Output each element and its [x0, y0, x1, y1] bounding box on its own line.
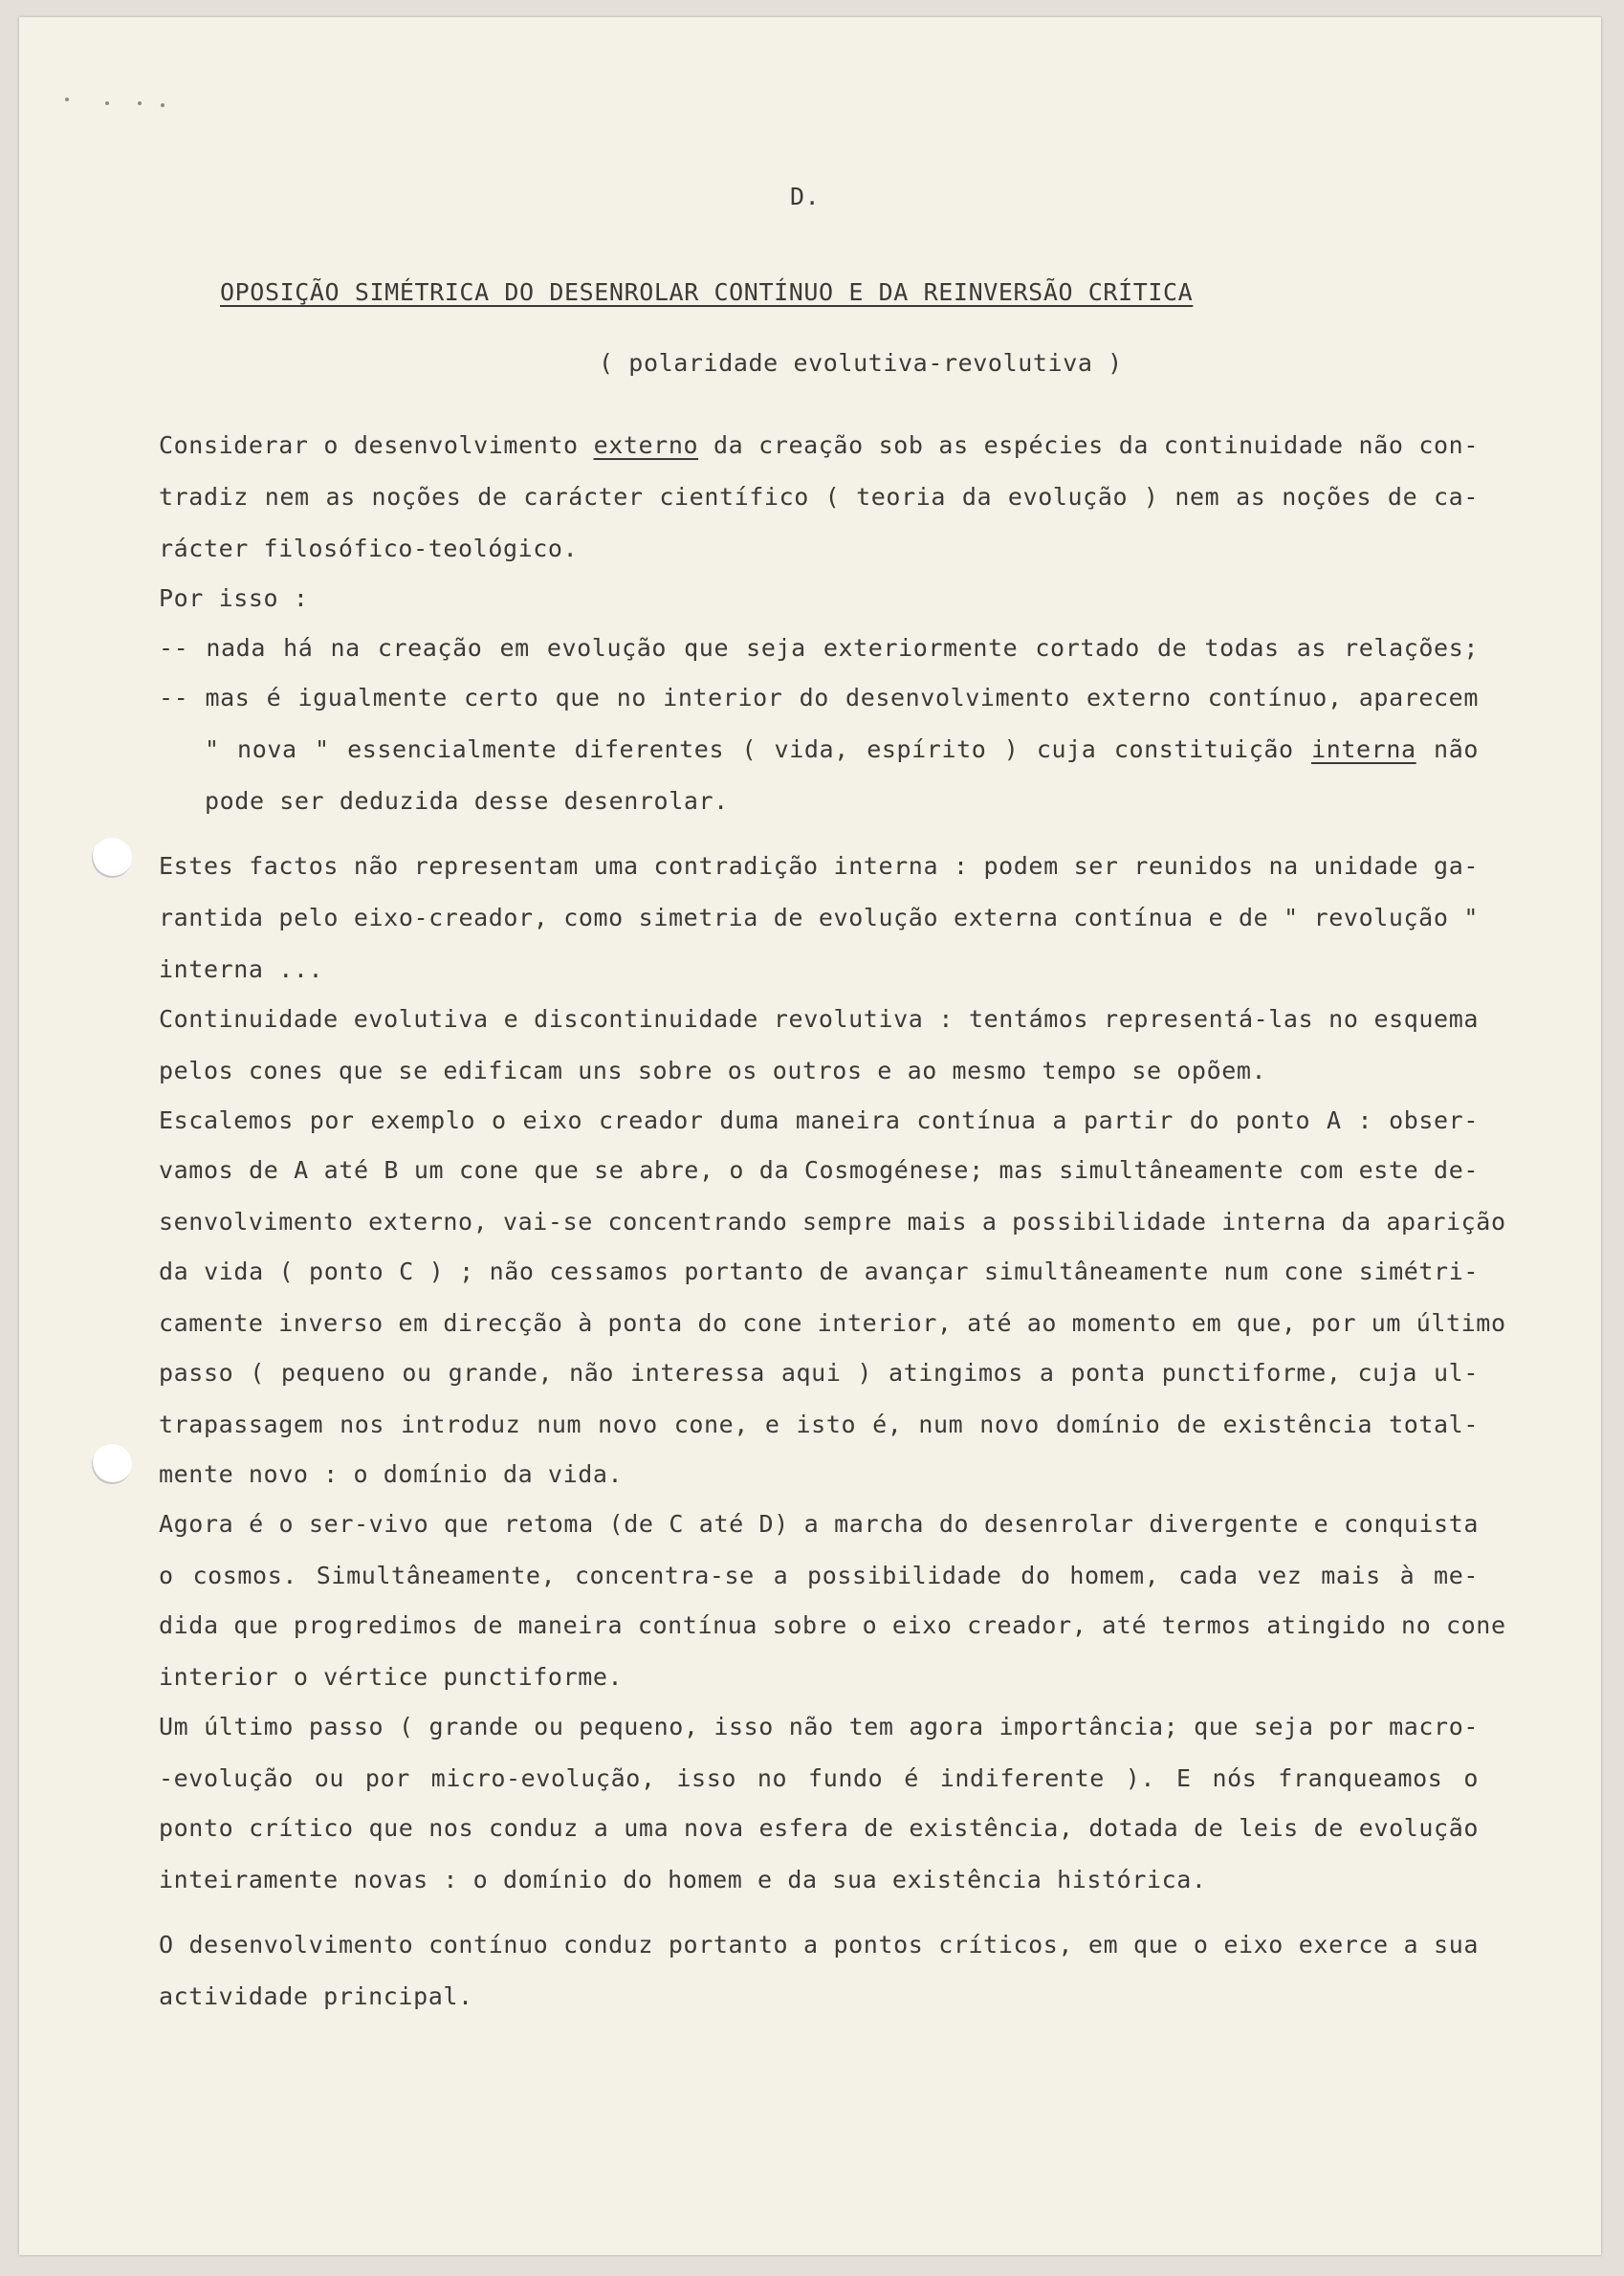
- text-line: ponto crítico que nos conduz a uma nova esfera de existência, dotada de leis de evolução: [159, 1814, 1479, 1842]
- text-line: tradiz nem as noções de carácter científico ( teoria da evolução ) nem as noções de ca-: [159, 483, 1479, 511]
- text-line: camente inverso em direcção à ponta do cone interior, até ao momento em que, por um último: [159, 1309, 1506, 1337]
- text-line: -- mas é igualmente certo que no interior do desenvolvimento externo contínuo, aparecem: [159, 684, 1479, 711]
- text-line: O desenvolvimento contínuo conduz portanto a pontos críticos, em que o eixo exerce a sua: [159, 1931, 1479, 1959]
- section-letter: D.: [790, 183, 821, 210]
- page-title: OPOSIÇÃO SIMÉTRICA DO DESENROLAR CONTÍNUO E DA REINVERSÃO CRÍTICA: [220, 278, 1194, 306]
- text-line: rácter filosófico-teológico.: [159, 535, 579, 562]
- text-line: Por isso :: [159, 584, 309, 612]
- page-subtitle: ( polaridade evolutiva-revolutiva ): [599, 349, 1123, 377]
- text-line: interior o vértice punctiforme.: [159, 1663, 624, 1691]
- text-line: Considerar o desenvolvimento externo da creação sob as espécies da continuidade não con-: [159, 431, 1479, 459]
- text-line: trapassagem nos introduz num novo cone, e isto é, num novo domínio de existência total-: [159, 1411, 1479, 1438]
- document-page: [19, 17, 1601, 2255]
- text-line: o cosmos. Simultâneamente, concentra-se a possibilidade do homem, cada vez mais à me-: [159, 1562, 1479, 1589]
- punch-hole: [92, 838, 132, 878]
- paper-speck: [161, 103, 165, 107]
- text-line: actividade principal.: [159, 1982, 473, 2010]
- text-line: passo ( pequeno ou grande, não interessa aqui ) atingimos a ponta punctiforme, cuja ul-: [159, 1359, 1479, 1387]
- paper-speck: [105, 101, 109, 105]
- text-line: " nova " essencialmente diferentes ( vida, espírito ) cuja constituição interna não: [205, 735, 1480, 763]
- text-line: pode ser deduzida desse desenrolar.: [205, 787, 729, 815]
- paper-speck: [65, 98, 69, 101]
- text-line: -evolução ou por micro-evolução, isso no fundo é indiferente ). E nós franqueamos o: [159, 1764, 1479, 1792]
- paper-speck: [138, 101, 142, 105]
- text-line: Estes factos não representam uma contradição interna : podem ser reunidos na unidade ga-: [159, 852, 1479, 880]
- underlined-word: interna: [1311, 735, 1416, 763]
- text-line: da vida ( ponto C ) ; não cessamos portanto de avançar simultâneamente num cone simétri-: [159, 1258, 1479, 1285]
- text-line: -- nada há na creação em evolução que seja exteriormente cortado de todas as relações;: [159, 634, 1479, 662]
- text-line: senvolvimento externo, vai-se concentrando sempre mais a possibilidade interna da aparição: [159, 1208, 1506, 1236]
- text-line: Agora é o ser-vivo que retoma (de C até D) a marcha do desenrolar divergente e conquista: [159, 1510, 1479, 1538]
- text-line: mente novo : o domínio da vida.: [159, 1460, 624, 1488]
- text-line: Um último passo ( grande ou pequeno, isso não tem agora importância; que seja por macro-: [159, 1713, 1479, 1740]
- text-line: pelos cones que se edificam uns sobre os outros e ao mesmo tempo se opõem.: [159, 1057, 1267, 1084]
- text-line: rantida pelo eixo-creador, como simetria de evolução externa contínua e de " revolução ": [159, 904, 1479, 931]
- text-line: Escalemos por exemplo o eixo creador duma maneira contínua a partir do ponto A : obser-: [159, 1106, 1479, 1134]
- underlined-word: externo: [593, 431, 699, 459]
- text-line: dida que progredimos de maneira contínua sobre o eixo creador, até termos atingido no cone: [159, 1611, 1506, 1639]
- text-line: inteiramente novas : o domínio do homem e da sua existência histórica.: [159, 1866, 1207, 1893]
- text-line: vamos de A até B um cone que se abre, o da Cosmogénese; mas simultâneamente com este de-: [159, 1156, 1479, 1184]
- text-line: Continuidade evolutiva e discontinuidade revolutiva : tentámos representá-las no esquema: [159, 1005, 1479, 1033]
- text-line: interna ...: [159, 955, 324, 983]
- punch-hole: [92, 1444, 132, 1484]
